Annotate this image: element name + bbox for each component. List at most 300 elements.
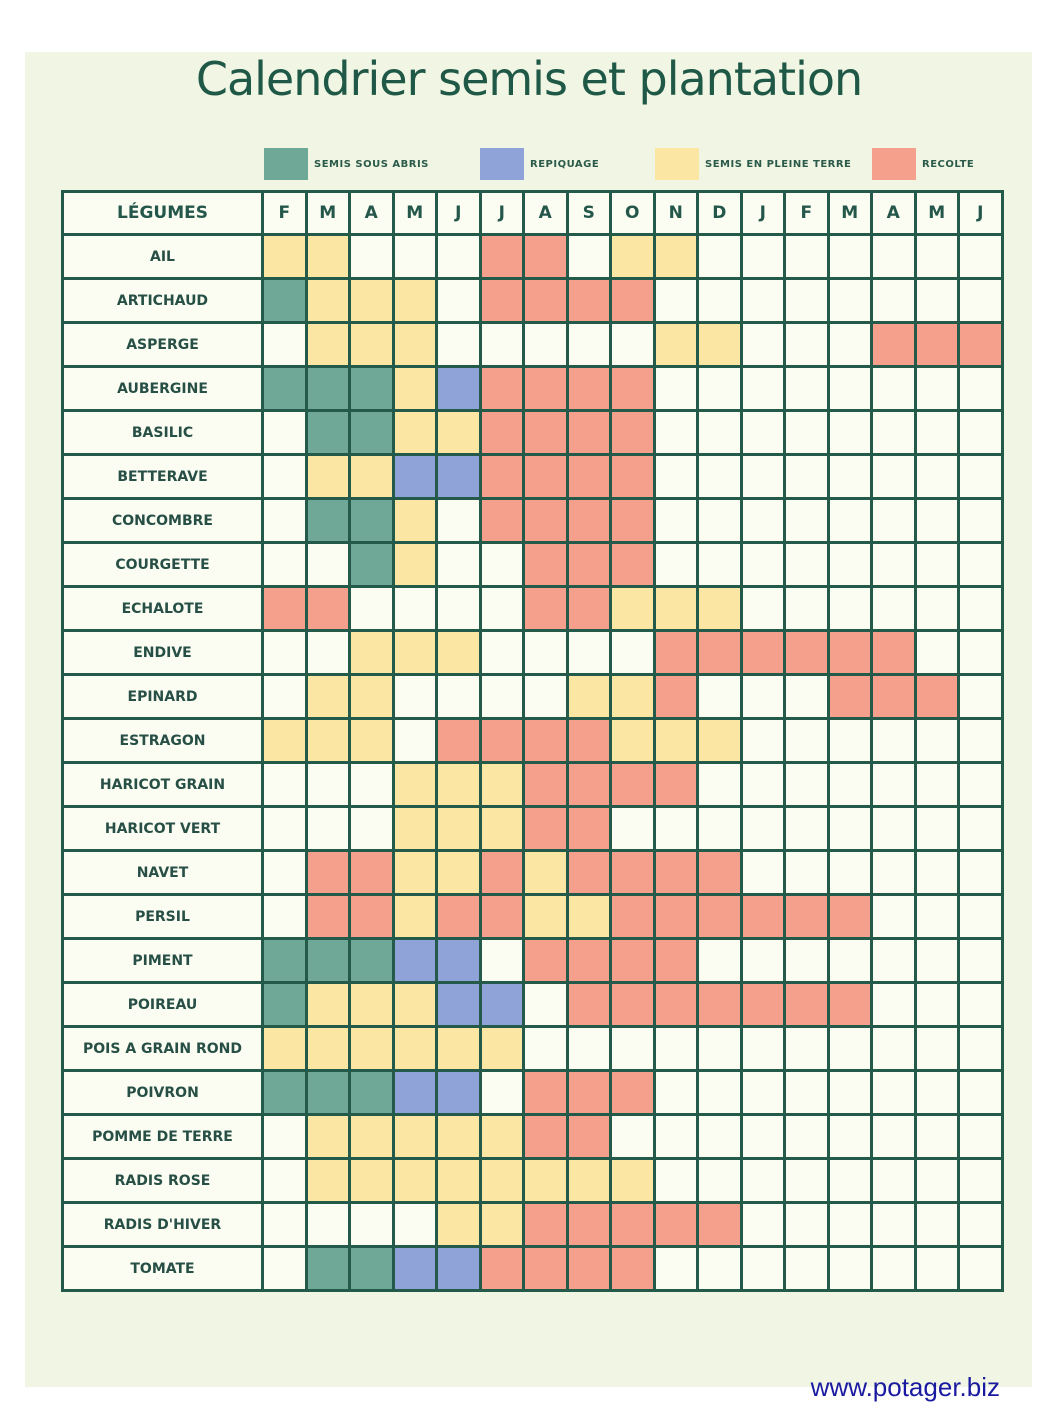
month-cell	[567, 807, 611, 851]
month-cell	[915, 1203, 959, 1247]
month-cell	[437, 983, 481, 1027]
month-cell	[263, 807, 307, 851]
legend-swatch-semis-pleine-terre	[655, 148, 699, 180]
month-cell	[785, 367, 829, 411]
month-cell	[437, 543, 481, 587]
table-row	[63, 1159, 1003, 1203]
planting-calendar-table	[61, 190, 1004, 1292]
month-cell	[524, 587, 568, 631]
month-cell	[828, 895, 872, 939]
table-row	[63, 719, 1003, 763]
month-cell	[263, 543, 307, 587]
month-cell	[567, 675, 611, 719]
month-cell	[524, 1027, 568, 1071]
month-cell	[785, 1159, 829, 1203]
month-cell	[872, 1071, 916, 1115]
header-month-3: M	[393, 192, 437, 235]
month-cell	[654, 631, 698, 675]
month-cell	[959, 543, 1003, 587]
month-cell	[263, 763, 307, 807]
month-cell	[393, 1071, 437, 1115]
table-header-row	[63, 192, 1003, 235]
month-cell	[785, 235, 829, 279]
month-cell	[654, 235, 698, 279]
vegetable-name: POIVRON	[63, 1071, 263, 1115]
month-cell	[959, 1071, 1003, 1115]
month-cell	[306, 983, 350, 1027]
month-cell	[611, 719, 655, 763]
month-cell	[567, 499, 611, 543]
month-cell	[611, 499, 655, 543]
month-cell	[611, 587, 655, 631]
month-cell	[480, 1247, 524, 1291]
vegetable-name: ENDIVE	[63, 631, 263, 675]
month-cell	[437, 1203, 481, 1247]
vegetable-name: AUBERGINE	[63, 367, 263, 411]
month-cell	[567, 1247, 611, 1291]
month-cell	[524, 807, 568, 851]
month-cell	[654, 719, 698, 763]
month-cell	[785, 1203, 829, 1247]
month-cell	[741, 587, 785, 631]
month-cell	[915, 719, 959, 763]
month-cell	[567, 1071, 611, 1115]
month-cell	[263, 631, 307, 675]
month-cell	[567, 411, 611, 455]
month-cell	[959, 763, 1003, 807]
month-cell	[263, 587, 307, 631]
month-cell	[306, 719, 350, 763]
month-cell	[654, 1159, 698, 1203]
month-cell	[480, 1027, 524, 1071]
month-cell	[741, 675, 785, 719]
month-cell	[263, 499, 307, 543]
header-month-4: J	[437, 192, 481, 235]
month-cell	[654, 587, 698, 631]
month-cell	[959, 411, 1003, 455]
month-cell	[350, 367, 394, 411]
month-cell	[828, 939, 872, 983]
month-cell	[828, 983, 872, 1027]
month-cell	[480, 1115, 524, 1159]
table-row	[63, 587, 1003, 631]
header-month-0: F	[263, 192, 307, 235]
month-cell	[698, 543, 742, 587]
month-cell	[611, 851, 655, 895]
month-cell	[524, 1071, 568, 1115]
month-cell	[698, 499, 742, 543]
month-cell	[785, 763, 829, 807]
header-month-6: A	[524, 192, 568, 235]
month-cell	[828, 543, 872, 587]
month-cell	[263, 367, 307, 411]
month-cell	[741, 323, 785, 367]
month-cell	[698, 367, 742, 411]
month-cell	[741, 763, 785, 807]
month-cell	[350, 587, 394, 631]
month-cell	[654, 939, 698, 983]
month-cell	[306, 1203, 350, 1247]
month-cell	[785, 895, 829, 939]
month-cell	[872, 807, 916, 851]
header-month-16: J	[959, 192, 1003, 235]
month-cell	[263, 983, 307, 1027]
table-row	[63, 323, 1003, 367]
month-cell	[524, 235, 568, 279]
month-cell	[741, 1115, 785, 1159]
month-cell	[872, 367, 916, 411]
table-row	[63, 983, 1003, 1027]
table-row	[63, 455, 1003, 499]
vegetable-name: BASILIC	[63, 411, 263, 455]
table-row	[63, 1071, 1003, 1115]
table-body	[63, 235, 1003, 1291]
month-cell	[872, 499, 916, 543]
month-cell	[698, 235, 742, 279]
legend-semis-pleine-terre	[655, 148, 851, 180]
month-cell	[741, 499, 785, 543]
header-month-2: A	[350, 192, 394, 235]
month-cell	[741, 1203, 785, 1247]
month-cell	[828, 1071, 872, 1115]
month-cell	[306, 807, 350, 851]
vegetable-name: CONCOMBRE	[63, 499, 263, 543]
header-month-15: M	[915, 192, 959, 235]
month-cell	[306, 851, 350, 895]
table-row	[63, 851, 1003, 895]
month-cell	[567, 323, 611, 367]
vegetable-name: AIL	[63, 235, 263, 279]
month-cell	[915, 851, 959, 895]
month-cell	[654, 1115, 698, 1159]
month-cell	[698, 895, 742, 939]
vegetable-name: NAVET	[63, 851, 263, 895]
month-cell	[654, 543, 698, 587]
month-cell	[872, 895, 916, 939]
header-month-14: A	[872, 192, 916, 235]
month-cell	[698, 983, 742, 1027]
month-cell	[393, 939, 437, 983]
table-row	[63, 807, 1003, 851]
month-cell	[872, 983, 916, 1027]
month-cell	[263, 1159, 307, 1203]
header-month-5: J	[480, 192, 524, 235]
month-cell	[654, 807, 698, 851]
month-cell	[741, 939, 785, 983]
month-cell	[263, 675, 307, 719]
month-cell	[959, 631, 1003, 675]
month-cell	[263, 1247, 307, 1291]
vegetable-name: HARICOT GRAIN	[63, 763, 263, 807]
month-cell	[437, 1071, 481, 1115]
month-cell	[915, 323, 959, 367]
month-cell	[698, 719, 742, 763]
month-cell	[567, 1159, 611, 1203]
month-cell	[480, 455, 524, 499]
month-cell	[611, 235, 655, 279]
legend-label-semis-pleine-terre: SEMIS EN PLEINE TERRE	[705, 158, 852, 170]
month-cell	[785, 1247, 829, 1291]
month-cell	[350, 1203, 394, 1247]
month-cell	[915, 983, 959, 1027]
month-cell	[524, 1247, 568, 1291]
month-cell	[785, 543, 829, 587]
legend-label-semis-sous-abris: SEMIS SOUS ABRIS	[314, 158, 429, 170]
month-cell	[915, 675, 959, 719]
footer-url: www.potager.biz	[810, 1372, 1000, 1402]
month-cell	[437, 763, 481, 807]
month-cell	[480, 367, 524, 411]
month-cell	[524, 543, 568, 587]
month-cell	[959, 807, 1003, 851]
month-cell	[524, 499, 568, 543]
legend-label-recolte: RECOLTE	[922, 158, 975, 170]
month-cell	[611, 455, 655, 499]
month-cell	[698, 1203, 742, 1247]
month-cell	[698, 1247, 742, 1291]
month-cell	[698, 1027, 742, 1071]
month-cell	[350, 499, 394, 543]
month-cell	[785, 807, 829, 851]
month-cell	[437, 499, 481, 543]
month-cell	[306, 543, 350, 587]
month-cell	[393, 1247, 437, 1291]
month-cell	[611, 543, 655, 587]
month-cell	[872, 763, 916, 807]
month-cell	[872, 939, 916, 983]
month-cell	[480, 851, 524, 895]
month-cell	[263, 939, 307, 983]
month-cell	[915, 279, 959, 323]
month-cell	[306, 235, 350, 279]
month-cell	[567, 1203, 611, 1247]
month-cell	[437, 1027, 481, 1071]
vegetable-name: POIS A GRAIN ROND	[63, 1027, 263, 1071]
vegetable-name: EPINARD	[63, 675, 263, 719]
month-cell	[828, 455, 872, 499]
month-cell	[828, 411, 872, 455]
table-row	[63, 499, 1003, 543]
month-cell	[611, 1071, 655, 1115]
month-cell	[350, 719, 394, 763]
month-cell	[306, 895, 350, 939]
month-cell	[263, 1027, 307, 1071]
month-cell	[959, 1027, 1003, 1071]
header-month-13: M	[828, 192, 872, 235]
month-cell	[828, 499, 872, 543]
month-cell	[959, 1159, 1003, 1203]
month-cell	[698, 807, 742, 851]
month-cell	[393, 675, 437, 719]
legend-repiquage	[480, 148, 599, 180]
month-cell	[828, 587, 872, 631]
month-cell	[567, 279, 611, 323]
legend-label-repiquage: REPIQUAGE	[530, 158, 600, 170]
month-cell	[524, 323, 568, 367]
month-cell	[306, 455, 350, 499]
month-cell	[263, 851, 307, 895]
month-cell	[698, 323, 742, 367]
header-month-8: O	[611, 192, 655, 235]
table-row	[63, 411, 1003, 455]
month-cell	[915, 1115, 959, 1159]
month-cell	[828, 235, 872, 279]
month-cell	[654, 1027, 698, 1071]
month-cell	[437, 719, 481, 763]
month-cell	[306, 763, 350, 807]
month-cell	[567, 631, 611, 675]
month-cell	[480, 719, 524, 763]
month-cell	[306, 939, 350, 983]
month-cell	[437, 1159, 481, 1203]
month-cell	[480, 1203, 524, 1247]
month-cell	[828, 851, 872, 895]
month-cell	[393, 235, 437, 279]
month-cell	[959, 1203, 1003, 1247]
month-cell	[480, 807, 524, 851]
vegetable-name: ESTRAGON	[63, 719, 263, 763]
month-cell	[393, 543, 437, 587]
header-month-11: J	[741, 192, 785, 235]
month-cell	[785, 1027, 829, 1071]
month-cell	[654, 983, 698, 1027]
month-cell	[698, 763, 742, 807]
month-cell	[828, 323, 872, 367]
month-cell	[480, 411, 524, 455]
vegetable-name: COURGETTE	[63, 543, 263, 587]
month-cell	[872, 279, 916, 323]
month-cell	[350, 983, 394, 1027]
month-cell	[437, 895, 481, 939]
month-cell	[654, 323, 698, 367]
month-cell	[698, 1071, 742, 1115]
month-cell	[350, 1247, 394, 1291]
month-cell	[741, 1247, 785, 1291]
month-cell	[741, 279, 785, 323]
month-cell	[959, 1115, 1003, 1159]
month-cell	[959, 675, 1003, 719]
month-cell	[872, 1159, 916, 1203]
month-cell	[959, 983, 1003, 1027]
month-cell	[741, 983, 785, 1027]
month-cell	[350, 279, 394, 323]
month-cell	[480, 543, 524, 587]
table-row	[63, 1247, 1003, 1291]
month-cell	[654, 675, 698, 719]
month-cell	[611, 631, 655, 675]
month-cell	[480, 279, 524, 323]
month-cell	[741, 235, 785, 279]
month-cell	[524, 1115, 568, 1159]
vegetable-name: ASPERGE	[63, 323, 263, 367]
month-cell	[393, 1027, 437, 1071]
month-cell	[567, 543, 611, 587]
month-cell	[524, 455, 568, 499]
month-cell	[611, 1027, 655, 1071]
month-cell	[567, 455, 611, 499]
vegetable-name: POMME DE TERRE	[63, 1115, 263, 1159]
month-cell	[393, 895, 437, 939]
month-cell	[741, 895, 785, 939]
header-month-1: M	[306, 192, 350, 235]
month-cell	[959, 587, 1003, 631]
month-cell	[915, 631, 959, 675]
month-cell	[915, 1159, 959, 1203]
month-cell	[828, 279, 872, 323]
month-cell	[350, 1027, 394, 1071]
month-cell	[437, 807, 481, 851]
month-cell	[611, 1115, 655, 1159]
month-cell	[741, 367, 785, 411]
month-cell	[437, 455, 481, 499]
month-cell	[350, 807, 394, 851]
vegetable-name: ARTICHAUD	[63, 279, 263, 323]
header-legumes: LÉGUMES	[63, 192, 263, 235]
month-cell	[480, 939, 524, 983]
month-cell	[350, 235, 394, 279]
month-cell	[915, 235, 959, 279]
month-cell	[654, 279, 698, 323]
month-cell	[915, 763, 959, 807]
vegetable-name: BETTERAVE	[63, 455, 263, 499]
month-cell	[524, 279, 568, 323]
month-cell	[306, 1247, 350, 1291]
month-cell	[263, 1071, 307, 1115]
month-cell	[567, 939, 611, 983]
month-cell	[872, 455, 916, 499]
month-cell	[959, 719, 1003, 763]
vegetable-name: PERSIL	[63, 895, 263, 939]
month-cell	[915, 1027, 959, 1071]
month-cell	[654, 455, 698, 499]
month-cell	[437, 411, 481, 455]
month-cell	[306, 631, 350, 675]
month-cell	[785, 587, 829, 631]
month-cell	[785, 851, 829, 895]
month-cell	[524, 631, 568, 675]
month-cell	[306, 1159, 350, 1203]
month-cell	[654, 763, 698, 807]
month-cell	[393, 851, 437, 895]
month-cell	[698, 1159, 742, 1203]
month-cell	[828, 719, 872, 763]
month-cell	[306, 1027, 350, 1071]
month-cell	[393, 763, 437, 807]
month-cell	[611, 807, 655, 851]
month-cell	[785, 719, 829, 763]
month-cell	[741, 719, 785, 763]
month-cell	[959, 499, 1003, 543]
month-cell	[611, 1247, 655, 1291]
month-cell	[393, 1159, 437, 1203]
month-cell	[393, 499, 437, 543]
month-cell	[654, 1247, 698, 1291]
month-cell	[872, 323, 916, 367]
month-cell	[393, 983, 437, 1027]
month-cell	[306, 323, 350, 367]
month-cell	[524, 939, 568, 983]
month-cell	[828, 631, 872, 675]
month-cell	[393, 719, 437, 763]
month-cell	[872, 587, 916, 631]
month-cell	[350, 851, 394, 895]
month-cell	[393, 807, 437, 851]
month-cell	[654, 895, 698, 939]
month-cell	[306, 1115, 350, 1159]
month-cell	[741, 807, 785, 851]
month-cell	[959, 367, 1003, 411]
month-cell	[915, 455, 959, 499]
